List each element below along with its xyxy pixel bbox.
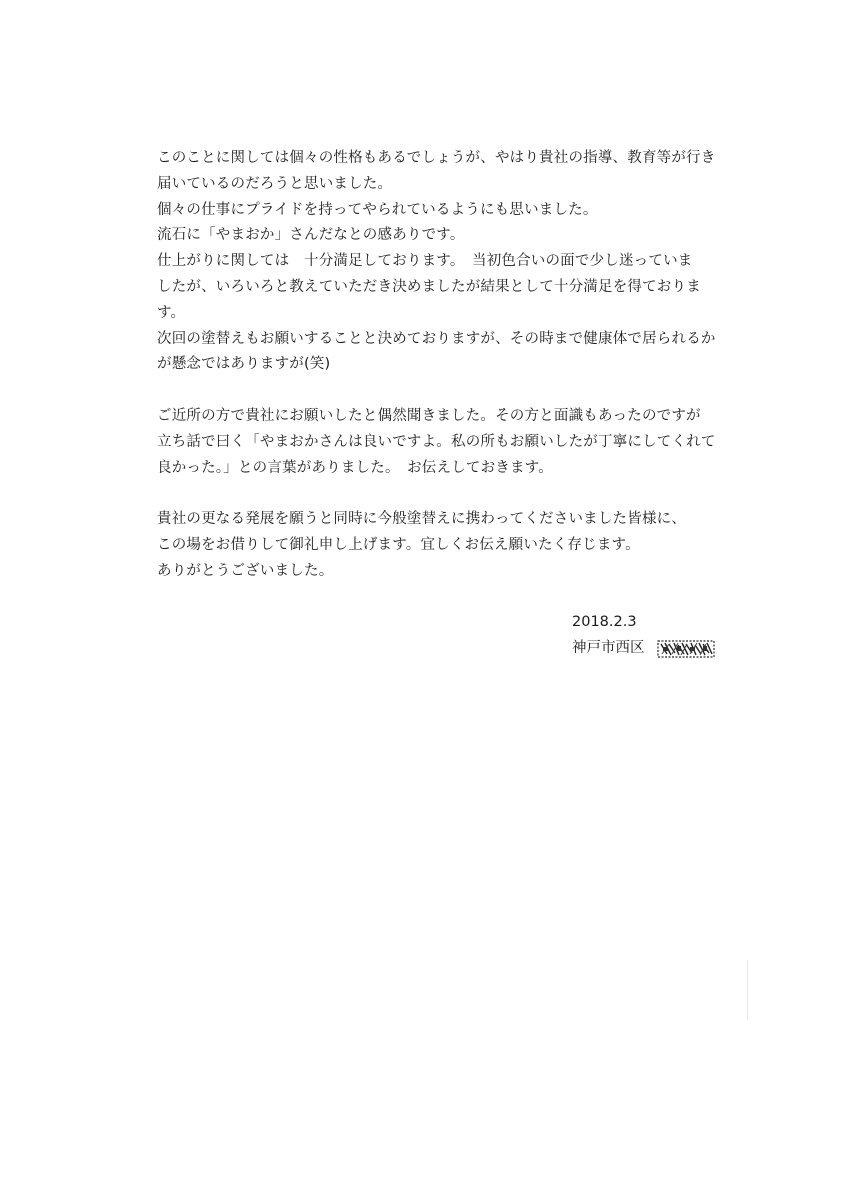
letter-body [157, 146, 777, 585]
letter-paragraph-1 [157, 146, 777, 378]
letter-line: 貴社の更なる発展を願うと同時に今般塗替えに携わってくださいました皆様に、 [157, 511, 687, 528]
signature-date: 2018.2.3 [572, 614, 637, 630]
paragraph-spacer [157, 378, 777, 404]
scan-artifact-line [747, 960, 748, 1020]
letter-line: が懸念ではありますが(笑) [157, 356, 331, 373]
signature-address: 神戸市西区 [572, 639, 645, 656]
letter-line: このことに関しては個々の性格もあるでしょうが、やはり貴社の指導、教育等が行き [157, 150, 716, 166]
letter-line: この場をお借りして御礼申し上げます。宜しくお伝え願いたく存じます。 [157, 536, 640, 553]
letter-line: ありがとうございました。 [157, 562, 334, 579]
letter-line: 届いているのだろうと思いました。 [157, 175, 393, 192]
signature-block [572, 610, 715, 662]
letter-paragraph-2 [157, 404, 777, 481]
letter-line: す。 [157, 304, 186, 321]
signature-row [572, 636, 715, 662]
letter-line: 個々の仕事にプライドを持ってやられているようにも思いました。 [157, 201, 598, 218]
letter-line: 良かった。」との言葉がありました。 お伝えしておきます。 [157, 459, 553, 476]
letter-line: 立ち話で曰く「やまおかさんは良いですよ。私の所もお願いしたが丁寧にしてくれて [157, 433, 716, 450]
letter-line: 次回の塗替えもお願いすることと決めておりますが、その時まで健康体で居られるか [157, 330, 716, 347]
letter-paragraph-3 [157, 507, 777, 584]
letter-line: 仕上がりに関しては 十分満足しております。 当初色合いの面で少し迷っていま [157, 253, 693, 270]
paragraph-spacer [157, 481, 777, 507]
letter-line: ご近所の方で貴社にお願いしたと偶然聞きました。その方と面識もあったのですが [157, 407, 701, 424]
letter-line: 流石に「やまおか」さんだなとの感ありです。 [157, 227, 465, 244]
letter-line: したが、いろいろと教えていただき決めましたが結果として十分満足を得ておりま [157, 278, 701, 295]
redacted-name-stamp [657, 640, 715, 658]
